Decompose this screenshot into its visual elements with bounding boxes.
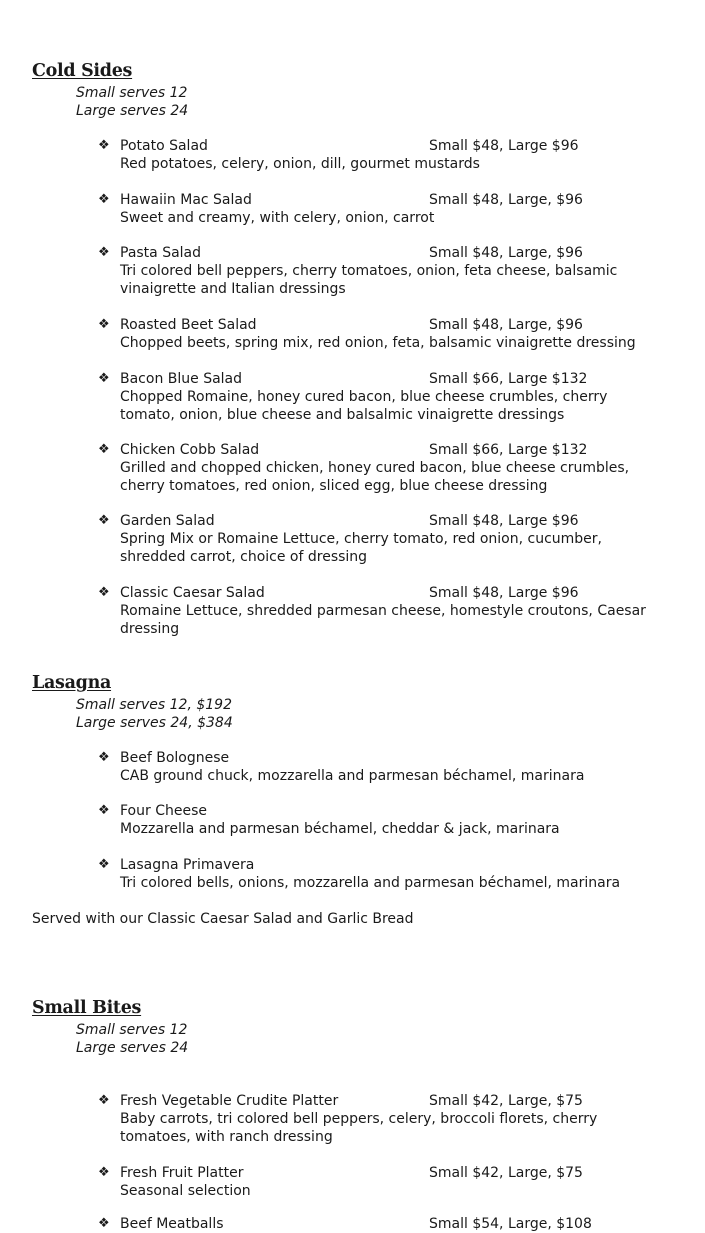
item-description	[120, 1182, 690, 1200]
item-price: Small $48, Large, $96	[429, 317, 583, 333]
item-description-line: Spring Mix or Romaine Lettuce, cherry tomato, red onion, cucumber,	[120, 531, 603, 547]
item-description	[120, 262, 690, 298]
item-name: Four Cheese	[120, 803, 207, 819]
item-name: Pasta Salad	[120, 245, 202, 261]
item-name: Roasted Beet Salad	[120, 317, 257, 333]
section-heading-lasagna: Lasagna	[32, 673, 112, 693]
item-name: Bacon Blue Salad	[120, 371, 243, 387]
item-price: Small $66, Large $132	[429, 371, 588, 387]
item-description-line: Tri colored bells, onions, mozzarella and parmesan béchamel, marinara	[120, 875, 621, 891]
item-description	[120, 334, 690, 352]
serves-large: Large serves 24	[76, 103, 189, 119]
serves-small: Small serves 12	[76, 1022, 188, 1038]
item-price: Small $48, Large, $96	[429, 192, 583, 208]
item-name: Potato Salad	[120, 138, 208, 154]
item-description-line: CAB ground chuck, mozzarella and parmesan béchamel, marinara	[120, 768, 585, 784]
bullet-icon: ❖	[98, 585, 110, 600]
bullet-icon: ❖	[98, 1165, 110, 1180]
item-description	[120, 820, 690, 838]
item-description	[120, 874, 690, 892]
item-description-line: Chopped beets, spring mix, red onion, feta, balsamic vinaigrette dressing	[120, 335, 636, 351]
item-price: Small $42, Large, $75	[429, 1093, 583, 1109]
bullet-icon: ❖	[98, 245, 110, 260]
section-heading-small-bites: Small Bites	[32, 998, 142, 1018]
bullet-icon: ❖	[98, 857, 110, 872]
bullet-icon: ❖	[98, 371, 110, 386]
item-name: Beef Bolognese	[120, 750, 230, 766]
item-description-line: tomato, onion, blue cheese and balsalmic vinaigrette dressings	[120, 407, 565, 423]
serves-large: Large serves 24, $384	[76, 715, 233, 731]
item-name: Fresh Vegetable Crudite Platter	[120, 1093, 339, 1109]
item-description-line: Romaine Lettuce, shredded parmesan cheese, homestyle croutons, Caesar	[120, 603, 646, 619]
bullet-icon: ❖	[98, 1093, 110, 1108]
item-name: Garden Salad	[120, 513, 215, 529]
item-description-line: tomatoes, with ranch dressing	[120, 1129, 333, 1145]
lasagna-note: Served with our Classic Caesar Salad and Garlic Bread	[32, 911, 414, 927]
item-name: Fresh Fruit Platter	[120, 1165, 244, 1181]
item-name: Lasagna Primavera	[120, 857, 255, 873]
item-price: Small $54, Large, $108	[429, 1216, 592, 1232]
item-description-line: Grilled and chopped chicken, honey cured bacon, blue cheese crumbles,	[120, 460, 630, 476]
item-description-line: Baby carrots, tri colored bell peppers, celery, broccoli florets, cherry	[120, 1111, 598, 1127]
item-description	[120, 388, 690, 424]
item-description-line: Seasonal selection	[120, 1183, 251, 1199]
item-description-line: Chopped Romaine, honey cured bacon, blue cheese crumbles, cherry	[120, 389, 608, 405]
item-description	[120, 1110, 690, 1146]
bullet-icon: ❖	[98, 750, 110, 765]
item-description	[120, 155, 690, 173]
item-price: Small $48, Large, $96	[429, 245, 583, 261]
item-price: Small $48, Large $96	[429, 138, 579, 154]
item-price: Small $48, Large $96	[429, 513, 579, 529]
item-name: Chicken Cobb Salad	[120, 442, 260, 458]
bullet-icon: ❖	[98, 192, 110, 207]
serves-small: Small serves 12, $192	[76, 697, 232, 713]
item-description-line: Tri colored bell peppers, cherry tomatoes, onion, feta cheese, balsamic	[120, 263, 618, 279]
item-description	[120, 459, 690, 495]
serves-small: Small serves 12	[76, 85, 188, 101]
item-name: Beef Meatballs	[120, 1216, 224, 1232]
item-price: Small $48, Large $96	[429, 585, 579, 601]
bullet-icon: ❖	[98, 803, 110, 818]
item-description-line: shredded carrot, choice of dressing	[120, 549, 368, 565]
item-description-line: Mozzarella and parmesan béchamel, cheddar & jack, marinara	[120, 821, 560, 837]
item-description	[120, 767, 690, 785]
serves-large: Large serves 24	[76, 1040, 189, 1056]
item-description	[120, 530, 690, 566]
item-description	[120, 602, 690, 638]
item-name: Classic Caesar Salad	[120, 585, 265, 601]
item-description-line: vinaigrette and Italian dressings	[120, 281, 346, 297]
item-description-line: cherry tomatoes, red onion, sliced egg, blue cheese dressing	[120, 478, 548, 494]
item-price: Small $42, Large, $75	[429, 1165, 583, 1181]
item-description-line: dressing	[120, 621, 180, 637]
bullet-icon: ❖	[98, 513, 110, 528]
item-price: Small $66, Large $132	[429, 442, 588, 458]
bullet-icon: ❖	[98, 317, 110, 332]
section-heading-cold-sides: Cold Sides	[32, 61, 133, 81]
item-description-line: Sweet and creamy, with celery, onion, carrot	[120, 210, 435, 226]
bullet-icon: ❖	[98, 442, 110, 457]
item-name: Hawaiin Mac Salad	[120, 192, 252, 208]
bullet-icon: ❖	[98, 1216, 110, 1231]
item-description	[120, 209, 690, 227]
item-description-line: Red potatoes, celery, onion, dill, gourmet mustards	[120, 156, 480, 172]
bullet-icon: ❖	[98, 138, 110, 153]
